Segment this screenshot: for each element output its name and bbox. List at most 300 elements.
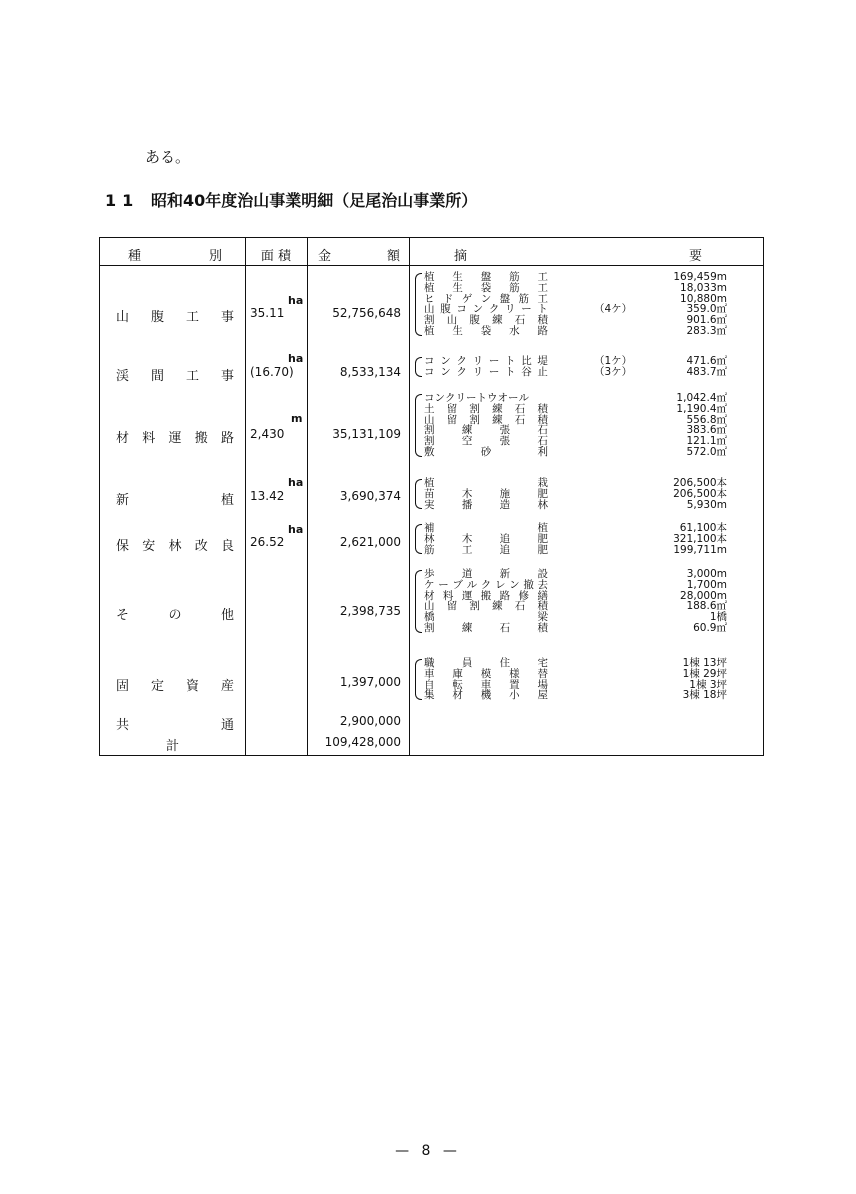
item-name-char: 腹 <box>469 314 480 327</box>
item-name-char: 追 <box>499 532 511 545</box>
item-value: 1橋 <box>709 611 727 624</box>
item-name-char: 積 <box>537 402 548 415</box>
item-name <box>424 500 548 511</box>
item-name-char: 補 <box>424 522 435 534</box>
item-name <box>424 393 548 404</box>
item-value: 206,500本 <box>673 487 727 500</box>
item-name-char: 転 <box>452 678 463 691</box>
summary-item <box>422 589 727 602</box>
item-name-char: 様 <box>509 667 520 680</box>
category-char: 工 <box>185 310 199 325</box>
item-value: 1棟 13坪 <box>682 657 727 669</box>
amount-value: 35,131,109 <box>332 427 401 441</box>
item-name-char: 員 <box>461 657 473 669</box>
item-name-char: 敷 <box>424 445 435 458</box>
item-value: 1棟 3坪 <box>689 678 727 691</box>
item-name-char: ン <box>434 392 445 404</box>
item-value: 10,880m <box>680 292 727 305</box>
item-value: 199,711m <box>673 543 727 556</box>
item-name <box>424 545 548 556</box>
item-name-char: 石 <box>499 621 511 634</box>
brace-bracket <box>415 273 422 336</box>
item-name-char: 留 <box>446 402 458 415</box>
column-divider <box>307 238 308 755</box>
category-char: 間 <box>150 369 164 384</box>
category-char: 材 <box>116 431 130 446</box>
item-name-char: 石 <box>514 314 526 327</box>
brace-bracket <box>415 524 422 554</box>
item-name-char: 繕 <box>537 589 548 602</box>
item-value: 3,000m <box>686 568 727 580</box>
category-cell <box>116 427 234 446</box>
area-value: 26.52 <box>250 535 285 549</box>
item-name-char: 土 <box>424 402 435 415</box>
item-name-char: 留 <box>446 413 458 426</box>
item-name-char: ケ <box>424 578 435 591</box>
header-divider <box>100 265 763 266</box>
summary-item <box>422 678 727 691</box>
item-name-char: リ <box>472 355 484 367</box>
item-name-char: オ <box>497 392 508 404</box>
category-char: 産 <box>220 679 234 694</box>
category-char: 工 <box>185 369 199 384</box>
item-name-char: 積 <box>537 413 548 426</box>
item-name-char: ー <box>521 303 532 316</box>
item-name-char: ン <box>480 292 492 305</box>
category-char: 資 <box>185 679 199 694</box>
item-name-char: 新 <box>499 568 511 580</box>
item-name-char: ン <box>440 355 451 367</box>
item-name-char: ル <box>466 578 478 591</box>
item-name-char: リ <box>455 392 466 404</box>
item-name-char: 苗 <box>424 487 435 500</box>
category-char: 共 <box>116 718 130 733</box>
item-name-char: 割 <box>424 435 435 448</box>
item-name-char: ト <box>505 355 516 367</box>
area-value: 13.42 <box>250 489 285 503</box>
item-name-char: 谷 <box>521 365 532 378</box>
item-name <box>424 623 548 634</box>
item-name-char: 盤 <box>480 271 492 283</box>
item-name-char: 筋 <box>509 271 520 283</box>
item-name-char: 梁 <box>537 611 548 624</box>
page-number: — 8 — <box>395 1143 461 1159</box>
item-value: 283.3㎡ <box>686 324 727 337</box>
category-char: 保 <box>116 539 130 554</box>
item-name-char: 割 <box>469 600 480 613</box>
category-cell <box>116 735 234 754</box>
item-name-char: 石 <box>514 402 526 415</box>
section-title: 昭和40年度治山事業明細（足尾治山事業所） <box>151 191 478 210</box>
item-name-char: 山 <box>424 600 435 613</box>
item-name-char: 練 <box>492 402 503 415</box>
category-label <box>116 306 234 325</box>
item-name-char: 植 <box>424 477 435 489</box>
item-name-char: ク <box>456 365 467 378</box>
item-name-char: 住 <box>499 657 511 669</box>
header-summary: 摘 要 <box>454 249 702 264</box>
item-name-char: 置 <box>509 678 520 691</box>
item-value: 61,100本 <box>679 522 727 534</box>
item-name-char: 運 <box>461 589 473 602</box>
item-name-char: 去 <box>537 578 548 591</box>
item-name-char: ウ <box>487 392 498 404</box>
item-name-char: ー <box>508 392 519 404</box>
category-char: 路 <box>220 431 234 446</box>
item-name <box>424 478 548 489</box>
summary-item <box>422 657 727 669</box>
brace-bracket <box>415 479 422 509</box>
item-name-char: 練 <box>461 424 473 437</box>
item-value: 1,700m <box>686 578 727 591</box>
item-name-char: 橋 <box>424 611 435 624</box>
summary-item <box>422 324 727 337</box>
item-name-char: 木 <box>461 532 473 545</box>
item-value: 383.6㎡ <box>686 424 727 437</box>
item-name-char: 利 <box>537 445 548 458</box>
item-value: 188.6㎡ <box>686 600 727 613</box>
summary-group <box>422 522 727 556</box>
item-value: 572.0㎡ <box>686 445 727 458</box>
category-char: 固 <box>116 679 130 694</box>
item-name-char: 袋 <box>480 324 492 337</box>
detail-table <box>99 237 764 756</box>
item-value: 556.8㎡ <box>686 413 727 426</box>
item-name <box>424 425 548 436</box>
amount-value: 8,533,134 <box>339 365 401 379</box>
category-char: の <box>168 608 182 623</box>
summary-item <box>422 271 727 283</box>
item-value: 206,500本 <box>673 477 727 489</box>
item-name-char: 割 <box>424 314 435 327</box>
item-name-char: 筋 <box>509 281 520 294</box>
item-name <box>424 326 548 337</box>
category-label <box>116 489 234 508</box>
category-char: そ <box>116 608 130 623</box>
item-name-char: 工 <box>537 281 548 294</box>
category-char: 安 <box>142 539 156 554</box>
item-name-char: ル <box>518 392 529 404</box>
category-cell <box>116 489 234 508</box>
item-name-char: 車 <box>480 678 492 691</box>
item-name-char: 宅 <box>537 657 548 669</box>
item-name-char: 練 <box>461 621 473 634</box>
area-unit: ha <box>288 294 304 307</box>
item-name-char: 修 <box>518 589 530 602</box>
area-unit: m <box>291 412 303 425</box>
item-name-char: 庫 <box>452 667 463 680</box>
item-name <box>424 489 548 500</box>
category-char: 事 <box>220 369 234 384</box>
item-name-char: 植 <box>424 281 435 294</box>
item-name-char: 林 <box>537 498 548 511</box>
category-label <box>116 675 234 694</box>
item-name-char: 割 <box>469 402 480 415</box>
item-value: 3棟 18坪 <box>682 689 727 702</box>
item-name-char: 木 <box>461 487 473 500</box>
summary-item <box>422 498 727 511</box>
item-name-char: ン <box>472 303 484 316</box>
item-name-char: 歩 <box>424 568 435 580</box>
summary-item <box>422 487 727 500</box>
item-name-char: 播 <box>461 498 473 511</box>
category-char: 新 <box>116 493 130 508</box>
item-name-char: 小 <box>509 689 520 702</box>
item-name-char: ン <box>509 578 520 591</box>
section-number: 11 <box>105 191 140 210</box>
category-char: 渓 <box>116 369 130 384</box>
item-name <box>424 591 548 602</box>
item-name-char: 肥 <box>537 532 548 545</box>
summary-item <box>422 667 727 680</box>
item-name-char: 設 <box>537 568 548 580</box>
summary-item <box>422 568 727 580</box>
summary-group <box>422 271 727 337</box>
amount-value: 2,900,000 <box>339 714 401 728</box>
category-cell <box>116 714 234 733</box>
item-name <box>424 367 548 378</box>
item-name-char: ゲ <box>461 292 473 305</box>
area-unit: ha <box>288 476 304 489</box>
item-name-char: 肥 <box>537 487 548 500</box>
item-name-char: 場 <box>537 678 548 691</box>
category-char: 植 <box>220 493 234 508</box>
item-name-char: 路 <box>499 589 511 602</box>
item-name-char: 植 <box>537 522 548 534</box>
item-name-char: 石 <box>514 600 526 613</box>
column-divider <box>245 238 246 755</box>
item-value: 321,100本 <box>673 532 727 545</box>
summary-group <box>422 657 727 702</box>
summary-item <box>422 445 727 458</box>
item-name-char: ク <box>488 303 500 316</box>
item-name-char: 盤 <box>499 292 511 305</box>
category-label <box>116 535 234 554</box>
item-name-char: 積 <box>537 314 548 327</box>
amount-value: 109,428,000 <box>324 735 401 749</box>
summary-group <box>422 568 727 634</box>
item-value: 169,459m <box>673 271 727 283</box>
item-value: 28,000m <box>680 589 727 602</box>
amount-value: 1,397,000 <box>339 675 401 689</box>
item-name <box>424 580 548 591</box>
item-name-char: 積 <box>537 600 548 613</box>
intro-text: ある。 <box>145 148 191 166</box>
item-name-char: 袋 <box>480 281 492 294</box>
area-value: 2,430 <box>250 427 285 441</box>
category-char: 山 <box>116 310 130 325</box>
category-label <box>116 365 234 384</box>
item-name-char: 集 <box>424 689 435 702</box>
item-name-char: 割 <box>424 424 435 437</box>
summary-item <box>422 532 727 545</box>
item-name-char: 練 <box>492 600 503 613</box>
item-name-char: 石 <box>514 413 526 426</box>
item-name-char: 生 <box>452 281 463 294</box>
item-name <box>424 404 548 415</box>
section-heading <box>105 188 477 211</box>
summary-item <box>422 543 727 556</box>
item-name-char: ト <box>537 303 548 316</box>
area-value: 35.11 <box>250 306 285 320</box>
brace-bracket <box>415 357 422 377</box>
category-label <box>116 427 234 446</box>
category-char: 通 <box>220 718 234 733</box>
amount-value: 2,621,000 <box>339 535 401 549</box>
summary-item <box>422 402 727 415</box>
item-name-char: 施 <box>499 487 511 500</box>
brace-bracket <box>415 570 422 633</box>
summary-group <box>422 355 727 378</box>
item-name-char: 止 <box>537 365 548 378</box>
item-name <box>424 523 548 534</box>
item-name-char: 料 <box>442 589 454 602</box>
item-name-char: ク <box>456 355 467 367</box>
category-char: 良 <box>220 539 234 554</box>
item-name-char: 山 <box>446 314 458 327</box>
item-name-char: 砂 <box>480 445 492 458</box>
item-value: 18,033m <box>680 281 727 294</box>
item-name <box>424 304 548 315</box>
brace-bracket <box>415 659 422 700</box>
item-name-char: ク <box>480 578 492 591</box>
item-name-char: ト <box>505 365 516 378</box>
item-name-char: 造 <box>499 498 511 511</box>
category-cell <box>116 306 234 325</box>
item-name-char: 植 <box>424 271 435 283</box>
area-value: (16.70) <box>250 365 294 379</box>
summary-item <box>422 281 727 294</box>
item-name-char: ド <box>442 292 454 305</box>
header-area: 面 積 <box>260 249 292 264</box>
item-name-char: 空 <box>461 435 473 448</box>
item-name <box>424 415 548 426</box>
item-name-char: リ <box>472 365 484 378</box>
item-name-char: コ <box>424 365 435 378</box>
item-name-char: 練 <box>492 413 503 426</box>
item-value: 1,042.4㎡ <box>676 392 727 404</box>
summary-item <box>422 435 727 448</box>
item-name <box>424 612 548 623</box>
item-name-char: 工 <box>537 292 548 305</box>
summary-item <box>422 689 727 702</box>
item-value: 60.9㎡ <box>693 621 727 634</box>
item-name <box>424 601 548 612</box>
item-name-char: 張 <box>499 424 511 437</box>
category-label <box>116 714 234 733</box>
item-name-char: 機 <box>480 689 492 702</box>
item-name-char: 腹 <box>440 303 451 316</box>
category-char: 計 <box>166 739 180 754</box>
item-name <box>424 690 548 701</box>
item-name-char: 割 <box>424 621 435 634</box>
item-name-char: 追 <box>499 543 511 556</box>
category-char: 搬 <box>194 431 208 446</box>
item-name-char: 車 <box>424 667 435 680</box>
category-char: 改 <box>194 539 208 554</box>
item-name-char: 筋 <box>518 292 530 305</box>
item-name-char: ー <box>466 392 477 404</box>
item-name-char: コ <box>424 392 435 404</box>
area-unit: ha <box>288 352 304 365</box>
item-value: 121.1㎡ <box>686 435 727 448</box>
item-value: 471.6㎡ <box>686 355 727 367</box>
item-name-char: 堤 <box>537 355 548 367</box>
category-cell <box>116 604 234 623</box>
item-name <box>424 669 548 680</box>
category-char: 腹 <box>150 310 164 325</box>
summary-item <box>422 621 727 634</box>
item-value: 901.6㎡ <box>686 314 727 327</box>
item-name-char: 割 <box>469 413 480 426</box>
item-value: 483.7㎡ <box>686 365 727 378</box>
summary-item <box>422 303 727 316</box>
summary-group <box>422 477 727 511</box>
summary-item <box>422 365 727 378</box>
item-name-char: 搬 <box>480 589 492 602</box>
item-name-char: 道 <box>461 568 473 580</box>
item-name-char: ー <box>438 578 449 591</box>
item-name-char: 模 <box>480 667 492 680</box>
item-name-char: コ <box>424 355 435 367</box>
item-name-char: 材 <box>452 689 463 702</box>
category-cell <box>116 675 234 694</box>
item-name-char: ン <box>440 365 451 378</box>
item-name-char: 植 <box>424 324 435 337</box>
category-char: 運 <box>168 431 182 446</box>
item-name <box>424 534 548 545</box>
category-label <box>116 735 234 754</box>
item-name-char: 筋 <box>424 543 435 556</box>
item-name <box>424 447 548 458</box>
item-name-char: 材 <box>424 589 435 602</box>
item-name-char: 路 <box>537 324 548 337</box>
category-cell <box>116 535 234 554</box>
header-amount: 金 額 <box>318 249 400 264</box>
item-name-char: 替 <box>537 667 548 680</box>
item-note: （3ケ） <box>594 365 633 378</box>
item-name-char: 積 <box>537 621 548 634</box>
item-name-char: 撤 <box>523 578 534 591</box>
item-name-char: 生 <box>452 324 463 337</box>
item-name-char: 石 <box>537 424 548 437</box>
item-name-char: 林 <box>424 532 435 545</box>
brace-bracket <box>415 394 422 457</box>
column-divider <box>409 238 410 755</box>
item-name-char: 張 <box>499 435 511 448</box>
item-name-char: 練 <box>492 314 503 327</box>
item-value: 1棟 29坪 <box>682 667 727 680</box>
item-name-char: 山 <box>424 413 435 426</box>
item-name-char: ヒ <box>424 292 435 305</box>
item-note: （1ケ） <box>594 355 633 367</box>
item-name-char: 自 <box>424 678 435 691</box>
item-name-char: 水 <box>509 324 520 337</box>
item-name-char: 屋 <box>537 689 548 702</box>
item-note: （4ケ） <box>594 303 633 316</box>
item-name-char: コ <box>456 303 467 316</box>
amount-value: 3,690,374 <box>339 489 401 503</box>
item-name-char: ー <box>488 355 500 367</box>
item-name-char: ト <box>476 392 487 404</box>
item-name-char: 山 <box>424 303 435 316</box>
category-char: 事 <box>220 310 234 325</box>
category-char: 林 <box>168 539 182 554</box>
item-name-char: 職 <box>424 657 435 669</box>
item-name-char: 比 <box>521 355 532 367</box>
item-value: 5,930m <box>686 498 727 511</box>
category-char: 他 <box>220 608 234 623</box>
